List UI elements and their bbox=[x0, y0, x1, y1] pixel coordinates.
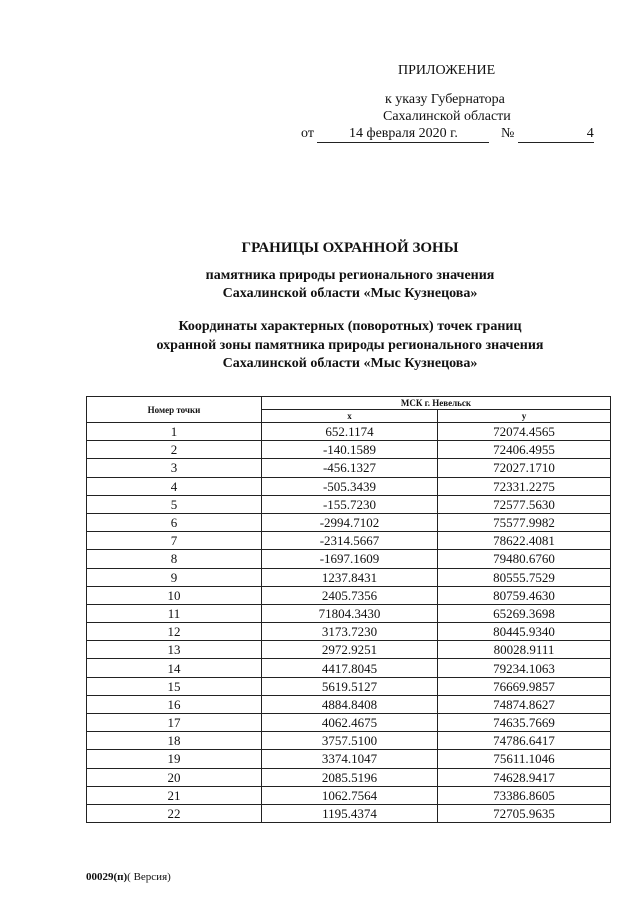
point-number-cell: 12 bbox=[87, 623, 262, 641]
x-coordinate-cell: -505.3439 bbox=[262, 477, 438, 495]
y-coordinate-cell: 74786.6417 bbox=[438, 732, 611, 750]
y-coordinate-cell: 80445.9340 bbox=[438, 623, 611, 641]
coordinates-table bbox=[86, 396, 611, 823]
document-code: 00029(п) bbox=[86, 871, 128, 883]
table-row bbox=[87, 532, 611, 550]
table-row bbox=[87, 513, 611, 531]
y-coordinate-cell: 73386.8605 bbox=[438, 786, 611, 804]
header-line-1: к указу Губернатора bbox=[385, 92, 505, 107]
x-coordinate-cell: -2314.5667 bbox=[262, 532, 438, 550]
x-coordinate-cell: 4062.4675 bbox=[262, 714, 438, 732]
point-number-cell: 11 bbox=[87, 604, 262, 622]
subtitle-line-2: Сахалинской области «Мыс Кузнецова» bbox=[222, 286, 478, 301]
x-coordinate-cell: -2994.7102 bbox=[262, 513, 438, 531]
point-number-cell: 7 bbox=[87, 532, 262, 550]
y-coordinate-cell: 74874.8627 bbox=[438, 695, 611, 713]
decree-date: 14 февраля 2020 г. bbox=[317, 126, 489, 143]
point-number-cell: 8 bbox=[87, 550, 262, 568]
table-row bbox=[87, 604, 611, 622]
x-coordinate-cell: 652.1174 bbox=[262, 423, 438, 441]
x-coordinate-cell: 2405.7356 bbox=[262, 586, 438, 604]
x-coordinate-cell: 2085.5196 bbox=[262, 768, 438, 786]
document-version: ( Версия) bbox=[127, 871, 171, 883]
y-coordinate-cell: 80759.4630 bbox=[438, 586, 611, 604]
y-coordinate-cell: 72705.9635 bbox=[438, 804, 611, 822]
point-number-cell: 18 bbox=[87, 732, 262, 750]
y-coordinate-cell: 75577.9982 bbox=[438, 513, 611, 531]
x-coordinate-cell: 2972.9251 bbox=[262, 641, 438, 659]
table-row bbox=[87, 677, 611, 695]
y-coordinate-cell: 80555.7529 bbox=[438, 568, 611, 586]
point-number-cell: 10 bbox=[87, 586, 262, 604]
table-row bbox=[87, 586, 611, 604]
y-coordinate-cell: 72406.4955 bbox=[438, 441, 611, 459]
x-coordinate-cell: -1697.1609 bbox=[262, 550, 438, 568]
section-title-line-3: Сахалинской области «Мыс Кузнецова» bbox=[222, 356, 478, 371]
y-coordinate-cell: 78622.4081 bbox=[438, 532, 611, 550]
table-row bbox=[87, 477, 611, 495]
x-coordinate-cell: 4417.8045 bbox=[262, 659, 438, 677]
table-row bbox=[87, 786, 611, 804]
x-coordinate-cell: 1237.8431 bbox=[262, 568, 438, 586]
subtitle-line-1: памятника природы регионального значения bbox=[205, 268, 495, 283]
point-number-cell: 14 bbox=[87, 659, 262, 677]
table-row bbox=[87, 768, 611, 786]
x-coordinate-cell: 3374.1047 bbox=[262, 750, 438, 768]
x-coordinate-cell: 1062.7564 bbox=[262, 786, 438, 804]
table-row bbox=[87, 714, 611, 732]
table-row bbox=[87, 659, 611, 677]
point-number-cell: 4 bbox=[87, 477, 262, 495]
footer bbox=[86, 871, 171, 883]
table-row bbox=[87, 423, 611, 441]
table-row bbox=[87, 459, 611, 477]
y-coordinate-cell: 80028.9111 bbox=[438, 641, 611, 659]
point-number-cell: 3 bbox=[87, 459, 262, 477]
point-number-cell: 20 bbox=[87, 768, 262, 786]
point-number-cell: 21 bbox=[87, 786, 262, 804]
y-coordinate-cell: 65269.3698 bbox=[438, 604, 611, 622]
header-point-number: Номер точки bbox=[87, 397, 262, 423]
x-coordinate-cell: 4884.8408 bbox=[262, 695, 438, 713]
x-coordinate-cell: -456.1327 bbox=[262, 459, 438, 477]
table-row bbox=[87, 750, 611, 768]
x-coordinate-cell: 71804.3430 bbox=[262, 604, 438, 622]
table-row bbox=[87, 695, 611, 713]
appendix-heading: ПРИЛОЖЕНИЕ bbox=[398, 63, 496, 78]
point-number-cell: 1 bbox=[87, 423, 262, 441]
x-coordinate-cell: -140.1589 bbox=[262, 441, 438, 459]
point-number-cell: 22 bbox=[87, 804, 262, 822]
y-coordinate-cell: 72331.2275 bbox=[438, 477, 611, 495]
x-coordinate-cell: 1195.4374 bbox=[262, 804, 438, 822]
from-label: от bbox=[301, 126, 314, 141]
decree-number: 4 bbox=[518, 126, 594, 143]
y-coordinate-cell: 75611.1046 bbox=[438, 750, 611, 768]
point-number-cell: 2 bbox=[87, 441, 262, 459]
header-coordinate-system: МСК г. Невельск bbox=[262, 397, 611, 410]
header-x: x bbox=[262, 410, 438, 423]
point-number-cell: 6 bbox=[87, 513, 262, 531]
point-number-cell: 16 bbox=[87, 695, 262, 713]
y-coordinate-cell: 74628.9417 bbox=[438, 768, 611, 786]
table-row bbox=[87, 495, 611, 513]
table-row bbox=[87, 568, 611, 586]
section-title-line-1: Координаты характерных (поворотных) точек границ bbox=[178, 319, 522, 334]
section-title-line-2: охранной зоны памятника природы регионального значения bbox=[156, 338, 544, 353]
decree-date-line bbox=[301, 126, 594, 143]
point-number-cell: 9 bbox=[87, 568, 262, 586]
table-row bbox=[87, 623, 611, 641]
y-coordinate-cell: 79234.1063 bbox=[438, 659, 611, 677]
y-coordinate-cell: 74635.7669 bbox=[438, 714, 611, 732]
table-row bbox=[87, 550, 611, 568]
y-coordinate-cell: 72027.1710 bbox=[438, 459, 611, 477]
point-number-cell: 19 bbox=[87, 750, 262, 768]
number-label: № bbox=[500, 126, 515, 141]
y-coordinate-cell: 76669.9857 bbox=[438, 677, 611, 695]
table-row bbox=[87, 732, 611, 750]
table-row bbox=[87, 641, 611, 659]
coordinates-body bbox=[87, 423, 611, 823]
y-coordinate-cell: 79480.6760 bbox=[438, 550, 611, 568]
x-coordinate-cell: 3757.5100 bbox=[262, 732, 438, 750]
x-coordinate-cell: 3173.7230 bbox=[262, 623, 438, 641]
x-coordinate-cell: -155.7230 bbox=[262, 495, 438, 513]
y-coordinate-cell: 72577.5630 bbox=[438, 495, 611, 513]
table-row bbox=[87, 441, 611, 459]
header-y: y bbox=[438, 410, 611, 423]
point-number-cell: 13 bbox=[87, 641, 262, 659]
point-number-cell: 5 bbox=[87, 495, 262, 513]
point-number-cell: 15 bbox=[87, 677, 262, 695]
y-coordinate-cell: 72074.4565 bbox=[438, 423, 611, 441]
main-title: ГРАНИЦЫ ОХРАННОЙ ЗОНЫ bbox=[241, 240, 459, 256]
header-line-2: Сахалинской области bbox=[383, 109, 511, 124]
x-coordinate-cell: 5619.5127 bbox=[262, 677, 438, 695]
table-row bbox=[87, 804, 611, 822]
point-number-cell: 17 bbox=[87, 714, 262, 732]
